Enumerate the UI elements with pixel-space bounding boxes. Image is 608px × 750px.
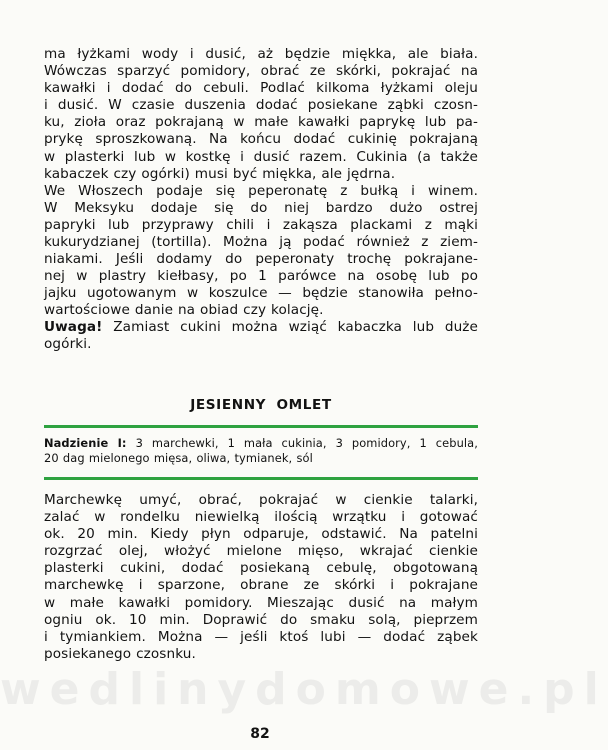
intro-line: ma łyżkami wody i dusić, aż będzie miękka, ale biała. [44,46,478,62]
intro-line: kukurydzianej (tortilla). Można ją podać również z ziem- [44,234,478,251]
intro-line: prykę sproszkowaną. Na końcu dodać cukinię pokrajaną [44,131,478,148]
bottom-rule [44,477,478,480]
method-line: posiekanego czosnku. [44,645,196,662]
top-rule [44,425,478,428]
intro-line: niakami. Jeśli dodamy do peperonaty trochę pokrajane- [44,251,478,268]
ingredients-line-2: 20 dag mielonego mięsa, oliwa, tymianek, sól [44,450,313,465]
intro-line: papryki lub przyprawy chili i zakąsza plackami z mąki [44,216,478,233]
method-line: w małe kawałki pomidory. Mieszając dusić na małym [44,594,478,611]
intro-line: ku, zioła oraz pokrajaną w małe kawałki paprykę lub pa- [44,114,478,131]
method-line: ogniu ok. 10 min. Doprawić do smaku solą, pieprzem [44,611,478,628]
method-line: i tymiankiem. Można — jeśli ktoś lubi — dodać ząbek [44,628,478,645]
method-line: ok. 20 min. Kiedy płyn odparuje, odstawić. Na patelni [44,526,478,543]
method-line: rozgrzać olej, włożyć mielone mięso, wkrajać cienkie [44,543,478,560]
method-text [44,492,478,663]
note-line-2: ogórki. [44,336,92,353]
intro-line: Wówczas sparzyć pomidory, obrać ze skórki, pokrajać na [44,63,478,80]
intro-line: kawałki i dodać do cebuli. Podlać kilkoma łyżkami oleju [44,80,478,97]
intro-line: kabaczek czy ogórki) musi być miękka, ale jędrna. [44,165,396,182]
note-line-1: Uwaga! Zamiast cukini można wziąć kabaczka lub duże [44,319,478,335]
recipe-title: JESIENNY OMLET [190,397,332,413]
intro-line: We Włoszech podaje się peperonatę z bułką i winem. [44,182,478,199]
note-paragraph [44,319,478,353]
ingredients-label: Nadzienie I: [44,436,127,450]
intro-text [44,46,478,320]
method-line: marchewkę i sparzone, obrane ze skórki i pokrajane [44,577,478,594]
method-line: zalać w rondelku niewielką ilością wrzątku i gotować [44,509,478,526]
intro-line: w plasterki lub w kostkę i dusić razem. Cukinia (a także [44,148,478,165]
ingredients-line-1: Nadzienie I: 3 marchewki, 1 mała cukinia, 3 pomidory, 1 cebula, [44,436,478,450]
method-line: Marchewkę umyć, obrać, pokrajać w cienkie talarki, [44,492,478,508]
intro-line: i dusić. W czasie duszenia dodać posiekane ząbki czosn- [44,97,478,114]
method-line: plasterki cukini, dodać posiekaną cebulę, obgotowaną [44,560,478,577]
ingredients-box [44,436,478,465]
intro-line: jajku ugotowanym w koszulce — będzie stanowiła pełno- [44,285,478,302]
intro-line: W Meksyku dodaje się do niej bardzo dużo ostrej [44,199,478,216]
intro-line: wartościowe danie na obiad czy kolację. [44,302,324,319]
watermark: wedlinydomowe.pl [0,664,608,715]
intro-line: nej w plastry kiełbasy, po 1 parówce na osobę lub po [44,268,478,285]
page-number: 82 [250,726,270,742]
note-label: Uwaga! [44,319,103,335]
